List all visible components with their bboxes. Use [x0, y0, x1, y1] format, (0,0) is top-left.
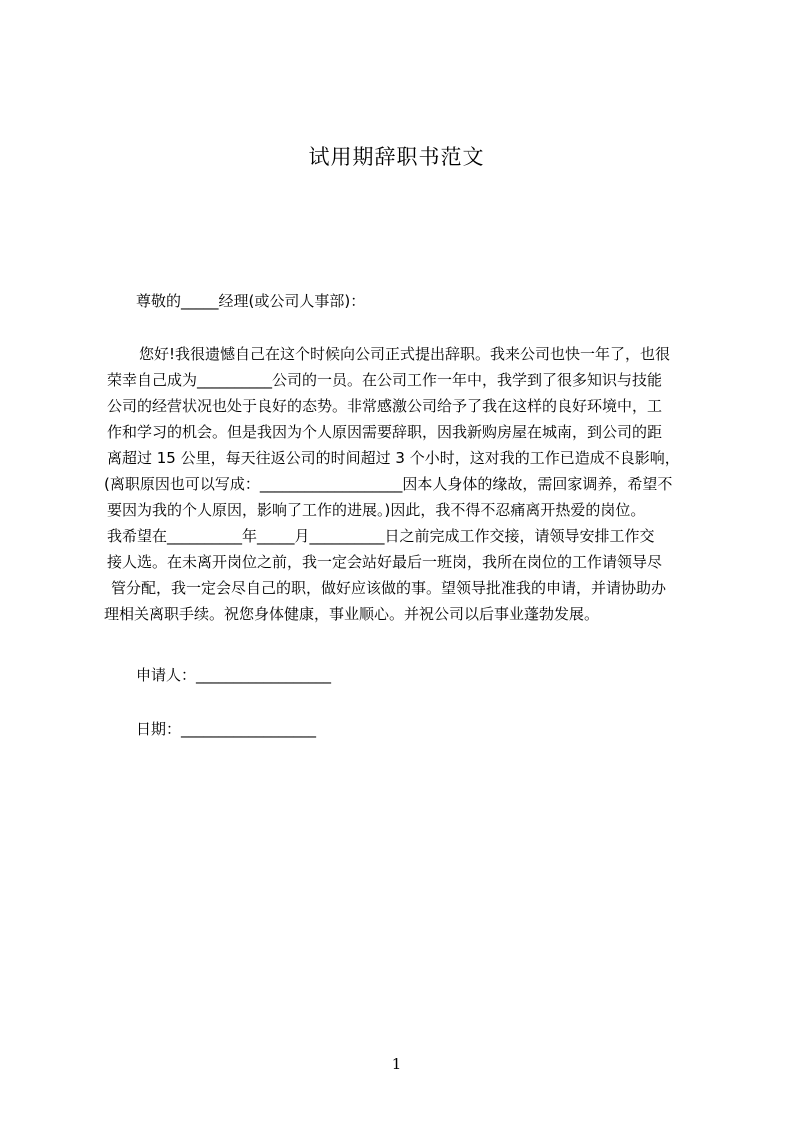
body-line: 要因为我的个人原因，影响了工作的进展。)因此，我不得不忍痛离开热爱的岗位。 [107, 501, 646, 519]
body-line: 我希望在__________年_____月__________日之前完成工作交接，请领导安排工作交 [107, 527, 655, 545]
body-line: 公司的经营状况也处于良好的态势。非常感激公司给予了我在这样的良好环境中，工 [107, 397, 663, 415]
body-line: (离职原因也可以写成：___________________因本人身体的缘故，需回家调养，希望不 [104, 475, 673, 493]
page-number: 1 [391, 1055, 402, 1073]
body-line: 作和学习的机会。但是我因为个人原因需要辞职，因我新购房屋在城南，到公司的距 [107, 423, 663, 441]
body-line: 荣幸自己成为__________公司的一员。在公司工作一年中，我学到了很多知识与技能 [107, 371, 663, 389]
body-line: 接人选。在未离开岗位之前，我一定会站好最后一班岗，我所在岗位的工作请领导尽 [107, 553, 663, 571]
date-line: 日期：__________________ [136, 720, 317, 738]
body-line: 您好!我很遗憾自己在这个时候向公司正式提出辞职。我来公司也快一年了，也很 [139, 345, 671, 363]
salutation: 尊敬的_____经理(或公司人事部)： [136, 292, 366, 310]
letter-body [104, 341, 724, 627]
document-title: 试用期辞职书范文 [308, 145, 485, 169]
body-line: 管分配，我一定会尽自己的职，做好应该做的事。望领导批准我的申请，并请协助办 [111, 579, 667, 597]
body-line: 离超过 15 公里，每天往返公司的时间超过 3 个小时，这对我的工作已造成不良影响， [107, 449, 680, 467]
applicant-signature-line: 申请人：__________________ [136, 666, 332, 684]
body-line: 理相关离职手续。祝您身体健康，事业顺心。并祝公司以后事业蓬勃发展。 [104, 605, 600, 623]
